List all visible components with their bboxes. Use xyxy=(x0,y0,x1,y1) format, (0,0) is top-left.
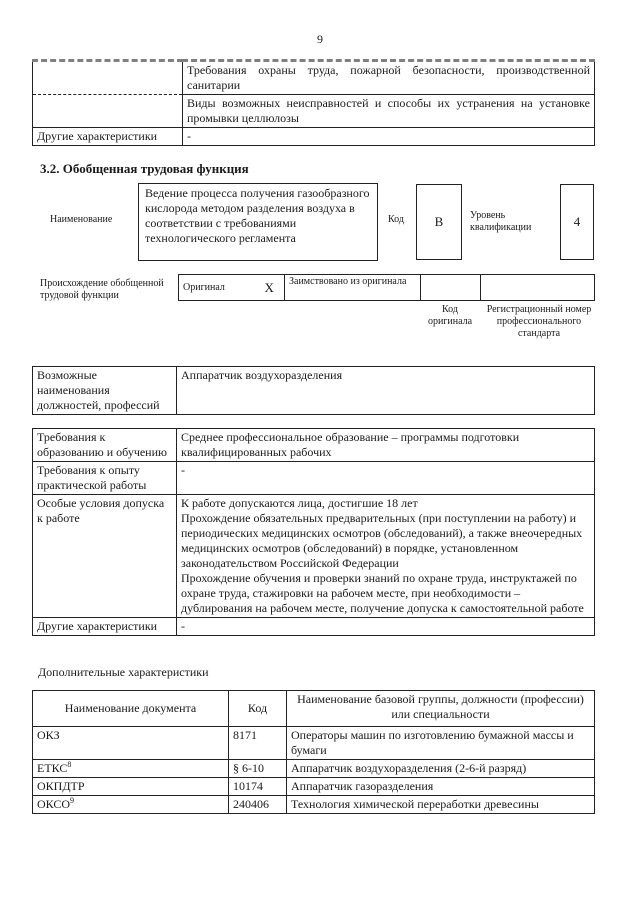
table-cell: Другие характеристики xyxy=(33,128,183,146)
name-cell: Операторы машин по изготовлению бумажной массы и бумаги xyxy=(287,727,595,760)
table-cell: Требования охраны труда, пожарной безопасности, производственной санитарии xyxy=(183,61,595,95)
header-code: Код xyxy=(229,691,287,727)
footnote-ref: 9 xyxy=(70,796,75,805)
name-cell: Аппаратчик воздухоразделения (2-6-й разряд) xyxy=(287,760,595,778)
code-cell: 8171 xyxy=(229,727,287,760)
top-table xyxy=(32,59,595,146)
table-row xyxy=(33,61,595,95)
code-value-box: B xyxy=(416,184,462,260)
req-value-conditions xyxy=(177,495,595,618)
table-row xyxy=(33,727,595,760)
table-cell: Виды возможных неисправностей и способы их устранения на установке промывки целлюлозы xyxy=(183,95,595,128)
table-row xyxy=(33,429,595,462)
doc-cell xyxy=(33,796,229,814)
level-label: Уровень квалификации xyxy=(470,210,532,233)
requirements-table xyxy=(32,428,595,636)
footnote-ref: 8 xyxy=(67,760,72,769)
section-heading: 3.2. Обобщенная трудовая функция xyxy=(40,161,249,176)
level-value-box: 4 xyxy=(560,184,594,260)
table-header-row xyxy=(33,691,595,727)
origin-code-cell xyxy=(421,275,481,301)
req-label-experience: Требования к опыту практической работы xyxy=(33,462,177,495)
code-cell: 240406 xyxy=(229,796,287,814)
additional-title: Дополнительные характеристики xyxy=(38,665,209,679)
condition-line: К работе допускаются лица, достигшие 18 лет xyxy=(181,496,418,510)
additional-table xyxy=(32,690,595,814)
req-value-other: - xyxy=(177,618,595,636)
table-row xyxy=(33,128,595,146)
positions-value: Аппаратчик воздухоразделения xyxy=(177,367,595,415)
doc-cell xyxy=(33,778,229,796)
table-row xyxy=(179,275,595,301)
origin-reg-cell xyxy=(481,275,595,301)
table-row xyxy=(33,367,595,415)
code-original-caption: Код оригинала xyxy=(427,304,473,327)
origin-table xyxy=(178,274,595,301)
code-cell: § 6-10 xyxy=(229,760,287,778)
table-row xyxy=(33,778,595,796)
table-row xyxy=(33,760,595,778)
name-cell: Аппаратчик газоразделения xyxy=(287,778,595,796)
condition-line: Прохождение обязательных предварительных (при поступлении на работу) и периодических медицинских осмотров (обследований), а также внеочередных медицинских осмотров (обследований) в порядке, установленном законодательством Российской Федерации xyxy=(181,511,583,570)
code-cell: 10174 xyxy=(229,778,287,796)
doc-name: ОКЗ xyxy=(37,728,60,742)
header-name: Наименование базовой группы, должности (профессии) или специальности xyxy=(287,691,595,727)
table-row xyxy=(33,462,595,495)
table-cell xyxy=(33,95,183,128)
table-cell xyxy=(33,61,183,95)
code-label: Код xyxy=(388,214,404,225)
table-cell: - xyxy=(183,128,595,146)
original-mark: X xyxy=(261,275,285,301)
header-doc: Наименование документа xyxy=(33,691,229,727)
req-label-conditions: Особые условия допуска к работе xyxy=(33,495,177,618)
borrowed-label: Заимствовано из оригинала xyxy=(285,275,421,301)
table-row xyxy=(33,95,595,128)
req-value-experience: - xyxy=(177,462,595,495)
name-cell: Технология химической переработки древесины xyxy=(287,796,595,814)
req-label-other: Другие характеристики xyxy=(33,618,177,636)
origin-label: Происхождение обобщенной трудовой функции xyxy=(40,278,164,301)
table-row xyxy=(33,618,595,636)
table-row xyxy=(33,495,595,618)
function-name-box: Ведение процесса получения газообразного кислорода методом разделения воздуха в соответствии с требованиями технологического регламента xyxy=(138,183,378,261)
reg-number-caption: Регистрационный номер профессионального стандарта xyxy=(486,304,592,339)
doc-name: ЕТКС xyxy=(37,761,68,775)
page-number: 9 xyxy=(317,32,323,46)
req-label-education: Требования к образованию и обучению xyxy=(33,429,177,462)
name-label: Наименование xyxy=(50,214,113,225)
doc-name: ОКПДТР xyxy=(37,779,85,793)
doc-cell xyxy=(33,727,229,760)
positions-table xyxy=(32,366,595,415)
req-value-education: Среднее профессиональное образование – программы подготовки квалифицированных рабочих xyxy=(177,429,595,462)
table-row xyxy=(33,796,595,814)
original-label: Оригинал xyxy=(179,275,261,301)
condition-line: Прохождение обучения и проверки знаний по охране труда, инструктажей по охране труда, стажировки на рабочем месте, при необходимости – дублирования на рабочем месте, получение допуска к самостоятельной работе xyxy=(181,571,584,615)
doc-cell xyxy=(33,760,229,778)
doc-name: ОКСО xyxy=(37,797,71,811)
positions-label: Возможные наименования должностей, профессий xyxy=(33,367,177,415)
